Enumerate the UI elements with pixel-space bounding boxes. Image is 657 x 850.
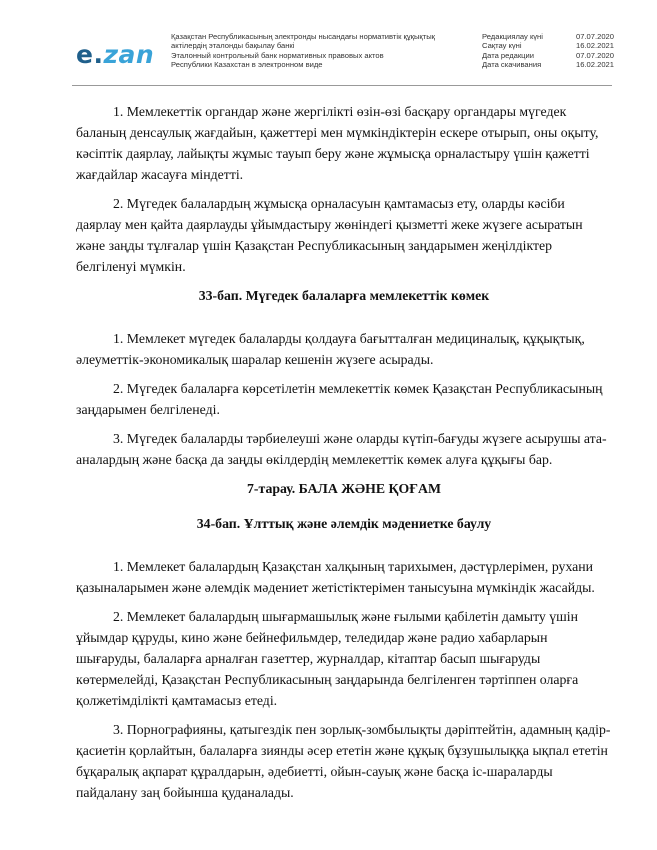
chapter-heading-7: 7-тарау. БАЛА ЖӘНЕ ҚОҒАМ bbox=[247, 481, 441, 496]
header-line: Республики Казахстан в электронном виде bbox=[171, 60, 323, 70]
logo-text-left: e. bbox=[76, 40, 104, 69]
date-row bbox=[482, 41, 614, 50]
date-label: Дата скачивания bbox=[482, 60, 542, 70]
paragraph: 2. Мүгедек балаларға көрсетілетін мемлекеттік көмек Қазақстан Республикасының заңдарымен белгіленеді. bbox=[76, 381, 603, 417]
paragraph: 3. Мүгедек балаларды тәрбиелеуші және оларды күтіп-бағуды жүзеге асырушы ата-аналардың және басқа да заңды өкілдердің мемлекеттік көмек алуға құқығы бар. bbox=[76, 431, 607, 467]
article-heading-33: 33-бап. Мүгедек балаларға мемлекеттік көмек bbox=[198, 288, 490, 303]
paragraph: 1. Мемлекет мүгедек балаларды қолдауға бағытталған медициналық, құқықтық, әлеуметтік-экономикалық шаралар кешенін жүзеге асырады. bbox=[76, 331, 585, 367]
header-dates bbox=[482, 32, 614, 70]
date-value: 16.02.2021 bbox=[575, 41, 614, 51]
date-value: 07.07.2020 bbox=[575, 50, 614, 60]
document-header bbox=[72, 32, 612, 84]
date-label: Редакциялау күні bbox=[482, 32, 543, 41]
date-value: 16.02.2021 bbox=[575, 60, 614, 70]
date-label: Дата редакции bbox=[482, 50, 535, 60]
article-heading-34: 34-бап. Ұлттық және әлемдік мәдениетке баулу bbox=[196, 516, 492, 531]
header-line: Қазақстан Республикасының электронды нысандағы нормативтік құқықтық bbox=[171, 32, 435, 41]
date-value: 07.07.2020 bbox=[575, 32, 614, 41]
header-divider bbox=[72, 85, 612, 86]
logo-text-right: zan bbox=[103, 40, 155, 69]
date-row bbox=[482, 51, 614, 60]
date-label: Сақтау күні bbox=[482, 41, 522, 51]
header-line: Эталонный контрольный банк нормативных правовых актов bbox=[171, 50, 384, 60]
date-row bbox=[482, 60, 614, 69]
paragraph: 1. Мемлекеттік органдар және жергілікті өзін-өзі басқару органдары мүгедек баланың денсаулық жағдайын, қажеттері мен мүмкіндіктерін ескере отырып, оны оқыту, кәсіптік даярлау, лайықты жұмыс тауып беру және жұмысқа орналастыру үшін қажетті жағдайлар жасауға міндетті. bbox=[76, 104, 599, 182]
header-line: актілердің эталонды бақылау банкі bbox=[171, 41, 295, 51]
paragraph: 1. Мемлекет балалардың Қазақстан халқының тарихымен, дәстүрлерімен, рухани қазыналарымен және әлемдік мәдениет жетістіктерімен танысуына мүмкіндік жасайды. bbox=[76, 559, 595, 595]
date-row bbox=[482, 32, 614, 41]
paragraph: 3. Порнографияны, қатыгездік пен зорлық-зомбылықты дәріптейтін, адамның қадір-қасиетін қорлайтын, балаларға зиянды әсер ететін және құқық бұзушылыққа ықпал ететін бұқаралық ақпарат құралдарын, әдебиетті, ойын-сауық және басқа іс-шараларды пайдалану заң бойынша қуданалады. bbox=[76, 722, 611, 800]
header-source-info bbox=[171, 32, 471, 70]
paragraph: 2. Мемлекет балалардың шығармашылық және ғылыми қабілетін дамыту үшін ұйымдар құруды, кино және бейнефильмдер, теледидар және радио хабарларын шығаруды, балаларға арналған газеттер, журналдар, кітаптар басып шығаруды көтермелейді, Қазақстан Республикасының заңдарында белгіленген тәртіппен оларға қолжетімділікті қамтамасыз етеді. bbox=[76, 609, 579, 708]
document-body bbox=[76, 101, 612, 811]
ezan-logo bbox=[76, 40, 154, 69]
paragraph: 2. Мүгедек балалардың жұмысқа орналасуын қамтамасыз ету, оларды кәсіби даярлау мен қайта даярлауды ұйымдастыру жөніндегі қызметті жеке жүзеге асыратын және заңды тұлғалар үшін Қазақстан Республикасының заңдарымен жеңілдіктер белгіленуі мүмкін. bbox=[76, 196, 583, 274]
